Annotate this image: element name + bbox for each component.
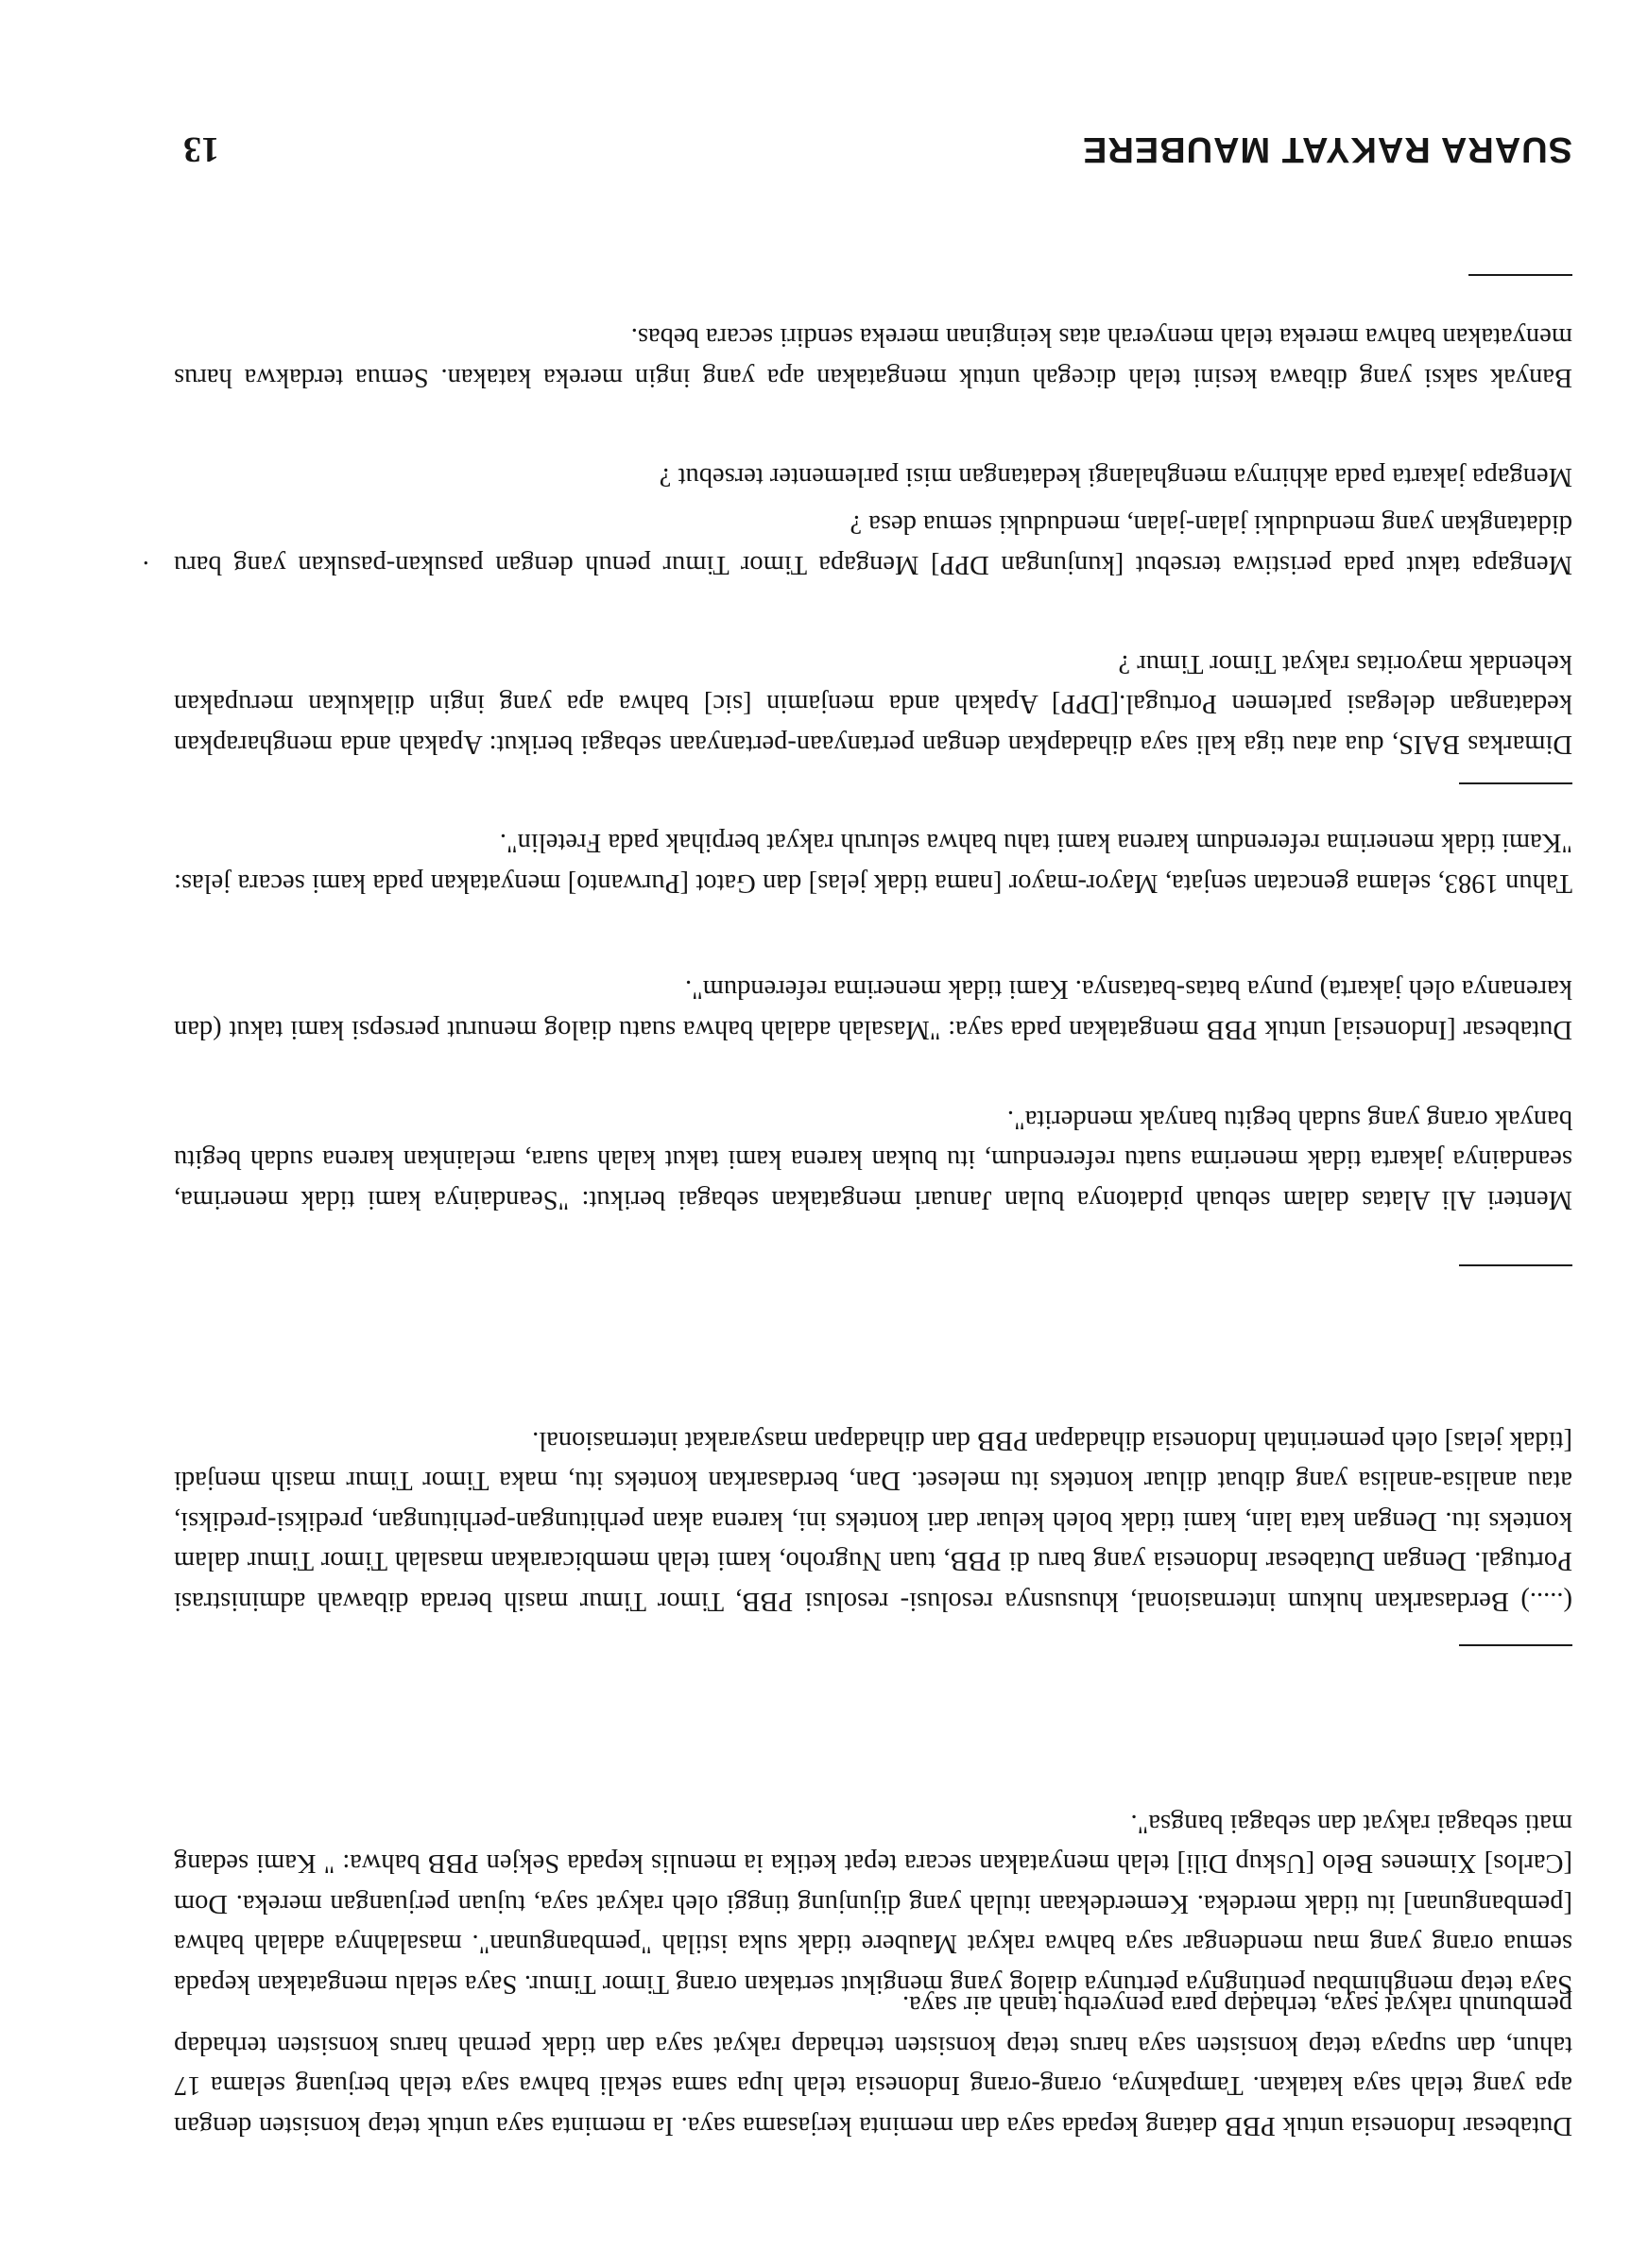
paragraph: Banyak saksi yang dibawa kesini telah dicegah untuk mengatakan apa yang ingin mereka katakan. Semua terdakwa harus menyatakan bahwa mereka telah menyerah atas keinginan mereka sendiri secara bebas. — [174, 322, 1572, 392]
paragraph: Mengapa takut pada peristiwa tersebut [kunjungan DPP] Mengapa Timor Timur penuh dengan pasukan-pasukan yang baru didatangkan yang menduduki jalan-jalan, menduduki semua desa ? — [174, 509, 1572, 579]
page-number: 13 — [183, 129, 219, 169]
paragraph: Dutabesar Indonesia untuk PBB datang kepada saya dan meminta kerjasama saya. Ia meminta saya untuk tetap konsisten dengan apa yang telah saya katakan. Tampaknya, orang-orang Indonesia telah lupa sama sekali bahwa saya telah berjuang selama 17 tahun, dan supaya tetap konsisten saya harus tetap konsisten terhadap rakyat saya dan tidak pernah harus konsisten terhadap pembunuh rakyat saya, terhadap para penyerbu tanah air saya. — [174, 1990, 1572, 2140]
page-header — [183, 129, 1572, 170]
running-head: SUARA RAKYAT MAUBERE — [1082, 129, 1572, 169]
paragraph: (.....) Berdasarkan hukum internasional, khususnya resolusi- resolusi PBB, Timor Timur masih berada dibawah administrasi Portugal. Dengan Dutabesar Indonesia yang baru di PBB, tuan Nugroho, kami telah membicarakan masalah Timor Timur dalam konteks itu. Dengan kata lain, kami tidak boleh keluar dari konteks ini, karena akan perhitungan-perhitungan, prediksi-prediksi, atau analisa-analisa yang dibuat diluar konteks itu meleset. Dan, berdasarkan konteks itu, maka Timor Timur masih menjadi [tidak jelas] oleh pemerintah Indonesia dihadapan PBB dan dihadapan masyarakat internasional. — [174, 1426, 1572, 1616]
paragraph: Dutabesar [Indonesia] untuk PBB mengatakan pada saya: "Masalah adalah bahwa suatu dialog menurut persepsi kami takut (dan karenanya oleh jakarta) punya batas-batasnya. Kami tidak menerima referendum". — [174, 974, 1572, 1044]
separator-rule — [1459, 1264, 1572, 1266]
separator-rule — [1468, 274, 1572, 276]
paragraph: Menteri Ali Alatas dalam sebuah pidatonya bulan Januari mengatakan sebagai berikut: "Seandainya kami tidak menerima, seandainya jakarta tidak menerima suatu referendum, itu bukan karena kami takut kalah suara, melainkan karena sudah begitu banyak orang yang sudah begitu banyak menderita". — [174, 1105, 1572, 1214]
separator-rule — [1459, 1644, 1572, 1646]
paragraph: Saya tetap menghimbau pentingnya pertunya dialog yang mengikut sertakan orang Timor Timur. Saya selalu mengatakan kepada semua orang yang mau mendengar saya bahwa rakyat Maubere tidak suka istilah "pembangunan". masalahnya adalah bahwa [pembangunan] itu tidak merdeka. Kemerdekaan itulah yang dijunjung tinggi oleh rakyat saya, tujuan perjuangan mereka. Dom [Carlos] Ximenes Belo [Uskup Dili] telah menyatakan secara tepat ketika ia menulis kepada Sekjen PBB bahwa: " Kami sedang mati sebagai rakyat dan sebagai bangsa". — [174, 1809, 1572, 1999]
margin-dot: · — [141, 547, 150, 576]
paragraph: Tahun 1983, selama gencatan senjata, Mayor-mayor [nama tidak jelas] dan Gatot [Purwanto] menyatakan pada kami secara jelas: "Kami tidak menerima referendum karena kami tahu bahwa seluruh rakyat berpihak pada Fretelin". — [174, 828, 1572, 898]
paragraph: Dimarkas BAIS, dua atau tiga kali saya dihadapkan dengan pertanyaan-pertanyaan sebagai berikut: Apakah anda mengharapkan kedatangan delegasi parlemen Portugal.[DPP] Apakah anda menjamin [sic] bahwa apa yang ingin dilakukan merupakan kehendak mayoritas rakyat Timor Timur ? — [174, 649, 1572, 759]
paragraph: Mengapa jakarta pada akhirnya menghalangi kedatangan misi parlementer tersebut ? — [659, 462, 1572, 491]
separator-rule — [1459, 782, 1572, 784]
